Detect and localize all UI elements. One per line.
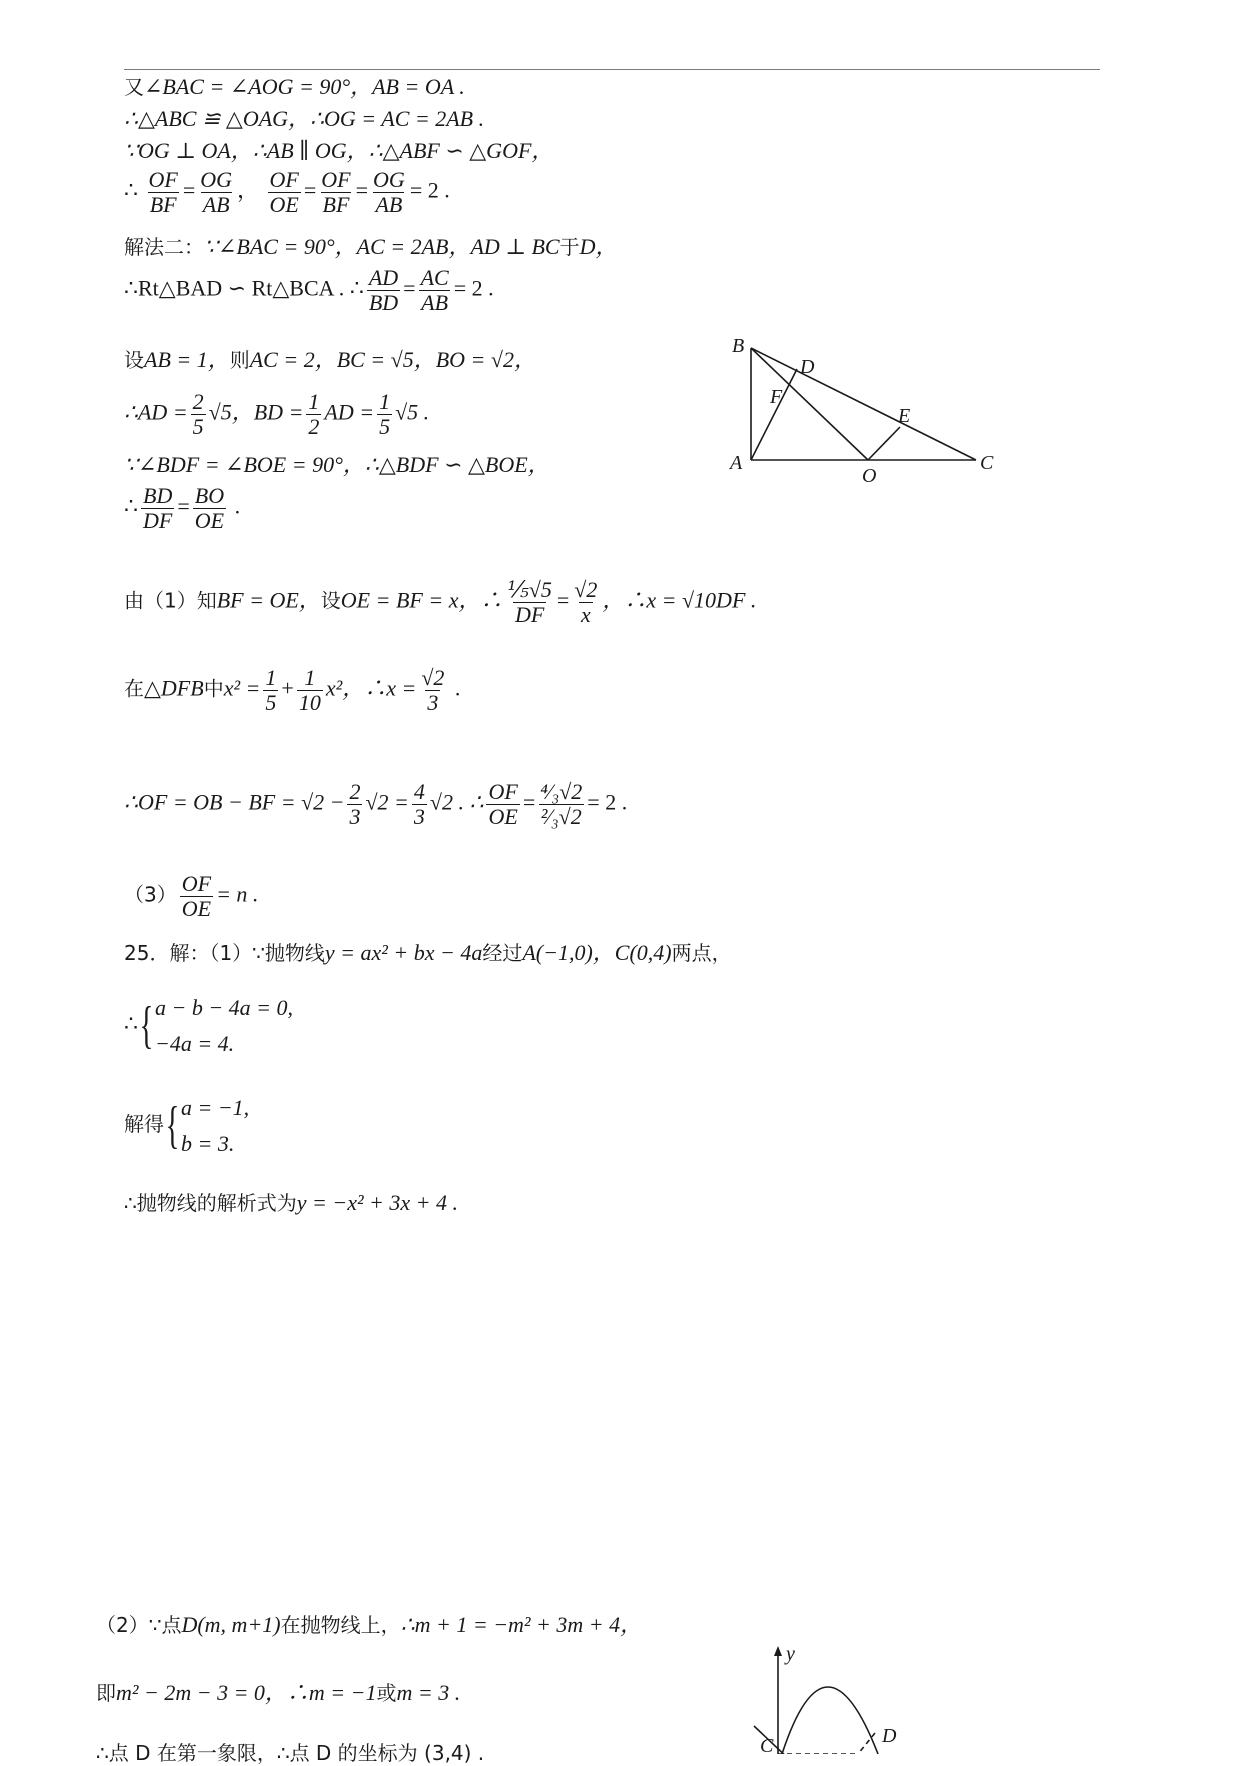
label-d: D xyxy=(882,1725,897,1747)
line-14: （3） $\frac{OF}{OE}$ = n . xyxy=(124,871,259,921)
fraction: $\frac{2}{3}$ xyxy=(349,779,361,829)
label-f: F xyxy=(770,386,783,408)
label-y: y xyxy=(786,1643,795,1665)
line-1 xyxy=(124,74,465,100)
equation: = 2 . xyxy=(409,177,450,203)
triangle-figure xyxy=(720,330,1010,490)
fraction: $\frac{1}{10}$ xyxy=(298,665,321,715)
equation: AC = 2，BC = √5，BO = √2， xyxy=(249,347,536,372)
line-4: ∴ $\frac{OF}{BF}$ = $\frac{OG}{AB}$ ， $\frac{OF}{OE}$ = $\frac{OF}{BF}$ = $\frac{OG}{AB}$ = 2 . xyxy=(124,167,450,217)
equation: ∴△ABC ≌ △OAG，∴OG = AC = 2AB . xyxy=(124,106,485,131)
text: 则 xyxy=(229,348,250,372)
line-15: 25．解：（1）∵抛物线y = ax² + bx − 4a经过A(−1,0)，C(0,4)两点， xyxy=(124,940,732,965)
fraction: $\frac{\text{⁴⁄₃√2}}{\text{²⁄₃√2}}$ xyxy=(540,779,583,829)
equation: ∵∠BDF = ∠BOE = 90°，∴△BDF ∽ △BOE， xyxy=(124,452,550,477)
line-8: ∴AD = $\frac{2}{5}$ √5，BD = $\frac{1}{2}$ AD = $\frac{1}{5}$ √5 . xyxy=(124,389,430,439)
equation: ∠BAC = ∠AOG = 90°，AB = OA . xyxy=(144,74,465,99)
fraction: $\frac{BO}{OE}$ xyxy=(194,483,225,533)
fraction: $\frac{AD}{BD}$ xyxy=(368,265,399,315)
fraction: $\frac{1}{5}$ xyxy=(379,389,391,439)
label-e: E xyxy=(898,405,911,427)
text: 设 xyxy=(124,348,144,372)
fraction: $\frac{1}{5}$ xyxy=(265,665,277,715)
equation-system: a = −1, b = 3. xyxy=(180,1095,250,1156)
fraction: $\frac{2}{5}$ xyxy=(192,389,204,439)
fraction: $\frac{4}{3}$ xyxy=(413,779,425,829)
label-d: D xyxy=(800,356,815,378)
line-3 xyxy=(124,138,553,164)
fraction: $\frac{OF}{BF}$ xyxy=(148,167,178,217)
equation: ∴Rt△BAD ∽ Rt△BCA . xyxy=(124,275,345,301)
text: 于 xyxy=(559,235,580,259)
line-9 xyxy=(124,452,550,478)
line-2 xyxy=(124,106,484,132)
fraction: $\frac{OF}{OE}$ xyxy=(269,167,299,217)
method-label: 解法二： xyxy=(124,235,204,259)
line-13: ∴OF = OB − BF = √2 − $\frac{2}{3}$ √2 = $\frac{4}{3}$ √2 . ∴ $\frac{OF}{OE}$ = $\frac{\text{⁴⁄₃√2}}{\text{²⁄₃√2}}$ = 2 . xyxy=(124,779,628,829)
line-21: ∴点 D 在第一象限，∴点 D 的坐标为 (3,4) . xyxy=(96,1741,485,1765)
equation: = 2 . xyxy=(453,275,494,301)
label-c: C xyxy=(980,452,994,474)
line-18: ∴抛物线的解析式为y = −x² + 3x + 4 . xyxy=(124,1190,459,1215)
line-11: 由（1）知BF = OE，设OE = BF = x，∴ $\frac{\text{⅕√5}}{DF}$ = $\frac{√2}{x}$ ，∴x = √10DF . xyxy=(124,577,757,627)
header-rule xyxy=(124,69,1100,70)
label-o: O xyxy=(862,465,877,487)
parabola-curve xyxy=(782,1687,878,1754)
segment-bc xyxy=(751,348,976,460)
label-c: C xyxy=(760,1735,774,1754)
equation: ∵∠BAC = 90°，AC = 2AB，AD ⊥ BC xyxy=(204,234,560,259)
line-17: 解得{ a = −1, b = 3. xyxy=(124,1090,249,1162)
fraction: $\frac{OF}{OE}$ xyxy=(181,871,212,921)
equation: D， xyxy=(579,234,618,259)
segment-ad xyxy=(751,369,797,460)
fraction: $\frac{OF}{BF}$ xyxy=(321,167,351,217)
fraction: $\frac{√2}{x}$ xyxy=(574,577,598,627)
parabola-figure xyxy=(740,1640,940,1754)
dashed-segment-d xyxy=(858,1733,875,1754)
equation: AB = 1， xyxy=(144,347,230,372)
label-a: A xyxy=(730,452,743,474)
fraction: $\frac{√2}{3}$ xyxy=(421,665,445,715)
line-19: （2）∵点D(m, m+1)在抛物线上，∴m + 1 = −m² + 3m + 4， xyxy=(96,1612,643,1637)
line-5 xyxy=(124,234,617,260)
label-b: B xyxy=(732,335,745,357)
equation: ∵OG ⊥ OA，∴AB ∥ OG，∴△ABF ∽ △GOF， xyxy=(124,138,554,163)
y-axis-arrow-icon xyxy=(774,1646,782,1656)
fraction: $\frac{\text{⅕√5}}{DF}$ xyxy=(507,577,552,627)
line-7 xyxy=(124,347,536,373)
line-12: 在△DFB中x² = $\frac{1}{5}$ + $\frac{1}{10}$ x²，∴x = $\frac{√2}{3}$ . xyxy=(124,665,461,715)
fraction: $\frac{OF}{OE}$ xyxy=(488,779,518,829)
fraction: $\frac{OG}{AB}$ xyxy=(200,167,233,217)
line-10: ∴ $\frac{BD}{DF}$ = $\frac{BO}{OE}$ . xyxy=(124,483,241,533)
fraction: $\frac{AC}{AB}$ xyxy=(420,265,449,315)
text: 又 xyxy=(124,75,144,99)
line-20: 即m² − 2m − 3 = 0，∴m = −1或m = 3 . xyxy=(96,1680,461,1705)
fraction: $\frac{BD}{DF}$ xyxy=(143,483,173,533)
line-16: ∴{ a − b − 4a = 0, −4a = 4. xyxy=(124,990,293,1062)
line-6: ∴Rt△BAD ∽ Rt△BCA . ∴ $\frac{AD}{BD}$ = $\frac{AC}{AB}$ = 2 . xyxy=(124,265,494,315)
fraction: $\frac{1}{2}$ xyxy=(308,389,320,439)
segment-oe xyxy=(868,427,900,460)
fraction: $\frac{OG}{AB}$ xyxy=(373,167,405,217)
equation-system: a − b − 4a = 0, −4a = 4. xyxy=(154,995,294,1056)
